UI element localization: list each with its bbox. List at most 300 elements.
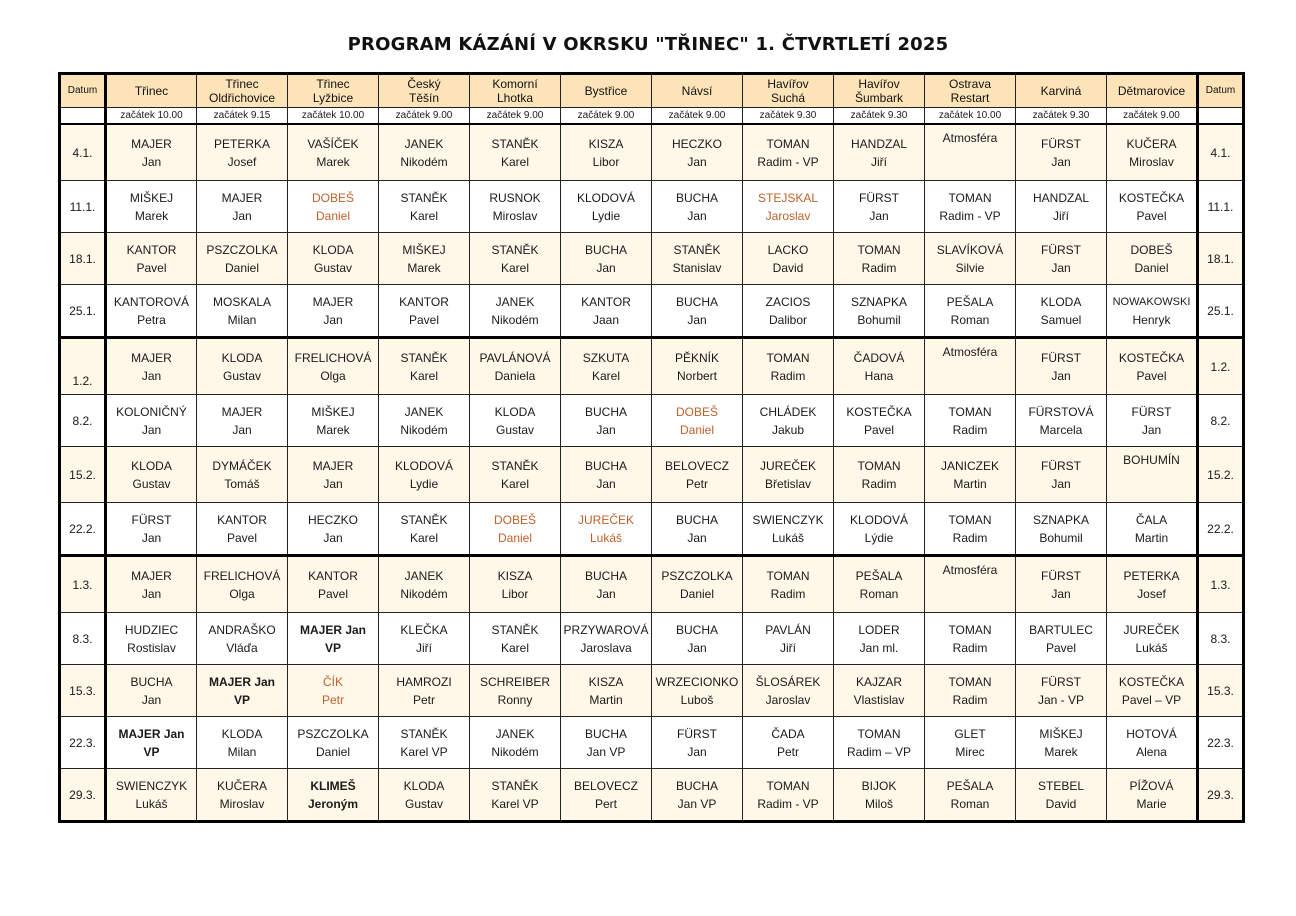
preacher-cell: [470, 395, 561, 447]
preacher-firstname: Milan: [227, 312, 257, 327]
preacher-surname: TOMAN: [948, 512, 992, 527]
preacher-cell: [925, 447, 1016, 503]
preacher-cell: [834, 124, 925, 181]
preacher-surname: ZACIOS: [765, 294, 811, 309]
preacher-surname: KUČERA: [216, 778, 267, 793]
preacher-firstname: Hana: [864, 368, 894, 383]
preacher-surname: FÜRST: [677, 726, 717, 741]
preacher-cell: [197, 769, 288, 822]
preacher-cell: [652, 338, 743, 395]
preacher-firstname: Daniel: [315, 744, 351, 759]
preacher-cell: [743, 613, 834, 665]
preacher-surname: SWIENCZYK: [752, 512, 824, 527]
date-cell: 8.2.: [1198, 395, 1244, 447]
preacher-firstname: Pavel: [1136, 208, 1167, 223]
preacher-cell: [925, 338, 1016, 395]
preacher-firstname: Samuel: [1040, 312, 1082, 327]
preacher-surname: KLIMEŠ: [310, 778, 356, 793]
preacher-surname: STEBEL: [1037, 778, 1085, 793]
schedule-row: [60, 285, 1244, 338]
preacher-firstname: Karel: [409, 368, 438, 383]
preacher-firstname: Gustav: [495, 422, 534, 437]
preacher-firstname: Jan: [141, 422, 162, 437]
preacher-firstname: Jiří: [871, 154, 887, 169]
preacher-firstname: VP: [233, 692, 250, 707]
preacher-firstname: Daniel: [315, 208, 351, 223]
preacher-firstname: Jan: [1051, 154, 1071, 169]
preacher-surname: TOMAN: [766, 350, 810, 365]
preacher-firstname: Jan: [323, 476, 343, 491]
preacher-surname: TOMAN: [948, 622, 992, 637]
preacher-surname: SZNAPKA: [850, 294, 907, 309]
preacher-cell: [470, 233, 561, 285]
preacher-firstname: Jaroslav: [765, 692, 811, 707]
preacher-surname: KISZA: [588, 136, 624, 151]
preacher-surname: FÜRST: [1041, 350, 1081, 365]
preacher-firstname: Miroslav: [219, 796, 265, 811]
preacher-firstname: Rostislav: [127, 640, 176, 655]
preacher-firstname: Jan: [687, 640, 707, 655]
preacher-firstname: Jan: [141, 368, 162, 383]
preacher-firstname: Pavel: [136, 260, 167, 275]
preacher-cell: [1107, 556, 1198, 613]
preacher-surname: JUREČEK: [577, 512, 634, 527]
preacher-cell: [834, 769, 925, 822]
preacher-cell: [743, 395, 834, 447]
preacher-surname: FÜRST: [131, 512, 172, 527]
preacher-firstname: Miloš: [864, 796, 893, 811]
preacher-surname: TOMAN: [948, 674, 992, 689]
church-header-line: Dětmarovice: [1117, 84, 1186, 98]
preacher-surname: JANEK: [495, 726, 535, 741]
preacher-cell: [561, 556, 652, 613]
preacher-firstname: Marek: [316, 154, 350, 169]
preacher-cell: [288, 395, 379, 447]
church-header-line: Šumbark: [854, 91, 904, 105]
preacher-cell: [197, 665, 288, 717]
church-header-line: Suchá: [770, 91, 806, 105]
church-header-line: Třinec: [225, 77, 259, 91]
preacher-surname: Atmosféra: [942, 563, 998, 577]
preacher-cell: [561, 124, 652, 181]
preacher-firstname: Radim: [952, 422, 988, 437]
preacher-cell: [743, 338, 834, 395]
preacher-firstname: Libor: [501, 586, 529, 601]
preacher-surname: JANEK: [404, 136, 444, 151]
preacher-firstname: Jan: [232, 422, 252, 437]
start-time: začátek 9.00: [470, 108, 561, 125]
preacher-firstname: Luboš: [680, 692, 714, 707]
preacher-firstname: Miroslav: [1129, 154, 1174, 169]
preacher-cell: [1016, 285, 1107, 338]
preacher-cell: [288, 613, 379, 665]
preacher-firstname: Tomáš: [224, 476, 260, 491]
preacher-surname: BUCHA: [675, 512, 718, 527]
preacher-surname: KUČERA: [1126, 136, 1177, 151]
preacher-surname: JANEK: [404, 404, 444, 419]
preacher-firstname: Jan: [687, 744, 707, 759]
preacher-surname: MAJER: [131, 568, 172, 583]
preacher-firstname: Jan: [1051, 586, 1071, 601]
preacher-firstname: Pavel – VP: [1121, 692, 1182, 707]
preacher-cell: [197, 233, 288, 285]
preacher-surname: CHLÁDEK: [759, 404, 817, 419]
church-header-line: Ostrava: [948, 77, 991, 91]
date-cell: 1.3.: [1198, 556, 1244, 613]
preacher-surname: ČÍK: [322, 674, 343, 689]
preacher-firstname: Daniel: [679, 422, 715, 437]
preacher-firstname: Nikodém: [400, 586, 448, 601]
preacher-firstname: Jan: [141, 154, 162, 169]
preacher-firstname: Karel: [500, 260, 529, 275]
church-header: [925, 74, 1016, 108]
preacher-surname: TOMAN: [766, 568, 810, 583]
preacher-surname: KOSTEČKA: [846, 404, 912, 419]
preacher-cell: [1016, 665, 1107, 717]
preacher-surname: STANĚK: [491, 242, 539, 257]
preacher-surname: BUCHA: [584, 458, 627, 473]
date-cell: 15.3.: [1198, 665, 1244, 717]
preacher-cell: [288, 181, 379, 233]
preacher-cell: [561, 447, 652, 503]
preacher-cell: [1107, 447, 1198, 503]
preacher-cell: [1107, 285, 1198, 338]
preacher-firstname: Radim - VP: [757, 154, 819, 169]
preacher-surname: JUREČEK: [759, 458, 816, 473]
preacher-surname: KLODA: [221, 350, 263, 365]
preacher-surname: TOMAN: [948, 404, 992, 419]
preacher-firstname: Karel: [500, 640, 529, 655]
preacher-surname: BUCHA: [675, 622, 718, 637]
date-cell: 1.2.: [60, 338, 106, 395]
preacher-surname: BUCHA: [584, 568, 627, 583]
preacher-firstname: Karel: [409, 530, 438, 545]
preacher-cell: [1016, 503, 1107, 556]
preacher-cell: [652, 181, 743, 233]
preacher-surname: PETERKA: [213, 136, 270, 151]
preacher-cell: [834, 285, 925, 338]
date-cell: 11.1.: [1198, 181, 1244, 233]
preacher-cell: [834, 613, 925, 665]
preacher-firstname: David: [772, 260, 804, 275]
preacher-cell: [1016, 613, 1107, 665]
preacher-surname: SWIENCZYK: [115, 778, 188, 793]
preacher-surname: FÜRST: [1041, 458, 1081, 473]
preacher-cell: [652, 613, 743, 665]
preacher-cell: [470, 285, 561, 338]
preacher-surname: TOMAN: [857, 242, 901, 257]
schedule-row: [60, 233, 1244, 285]
preacher-cell: [1016, 233, 1107, 285]
preacher-surname: KLODOVÁ: [576, 190, 636, 205]
preacher-firstname: Libor: [592, 154, 620, 169]
preacher-surname: JUREČEK: [1123, 622, 1180, 637]
preacher-cell: [288, 665, 379, 717]
church-header: [652, 74, 743, 108]
preacher-surname: KISZA: [588, 674, 624, 689]
preacher-firstname: Jaroslava: [580, 640, 632, 655]
preacher-surname: JANEK: [495, 294, 535, 309]
preacher-firstname: Jan ml.: [859, 640, 899, 655]
preacher-surname: DOBEŠ: [675, 404, 718, 419]
preacher-surname: ČADA: [771, 726, 805, 741]
preacher-cell: [197, 181, 288, 233]
preacher-cell: [1107, 233, 1198, 285]
preacher-surname: PEŠALA: [946, 778, 994, 793]
preacher-firstname: Pavel: [317, 586, 349, 601]
preacher-cell: [106, 233, 197, 285]
preacher-cell: [652, 556, 743, 613]
preacher-cell: [834, 665, 925, 717]
preacher-firstname: Daniel: [679, 586, 715, 601]
preacher-cell: [925, 769, 1016, 822]
preacher-cell: [197, 395, 288, 447]
date-cell: 18.1.: [1198, 233, 1244, 285]
date-column-header: Datum: [1198, 74, 1244, 108]
preacher-firstname: Radim: [952, 692, 988, 707]
preacher-firstname: Gustav: [222, 368, 261, 383]
preacher-surname: SZNAPKA: [1032, 512, 1089, 527]
preacher-firstname: Jan: [1051, 476, 1071, 491]
preacher-cell: [1016, 717, 1107, 769]
preacher-surname: BELOVECZ: [664, 458, 730, 473]
preacher-firstname: Nikodém: [491, 744, 539, 759]
preacher-cell: [652, 285, 743, 338]
preacher-surname: KLODA: [221, 726, 263, 741]
preacher-surname: HANDZAL: [850, 136, 907, 151]
preacher-cell: [561, 285, 652, 338]
preacher-firstname: Marek: [316, 422, 350, 437]
preacher-firstname: Marek: [134, 208, 169, 223]
preacher-firstname: Bohumil: [1039, 530, 1083, 545]
preacher-surname: KISZA: [497, 568, 533, 583]
preacher-cell: [379, 395, 470, 447]
preacher-cell: [652, 717, 743, 769]
preacher-firstname: Jan: [596, 476, 616, 491]
church-header-line: Havířov: [858, 77, 900, 91]
preacher-firstname: Olga: [229, 586, 255, 601]
church-header-line: Třinec: [134, 84, 169, 98]
preacher-firstname: Lydie: [409, 476, 439, 491]
preacher-cell: [561, 181, 652, 233]
preacher-firstname: Jan: [1141, 422, 1162, 437]
preacher-surname: BELOVECZ: [573, 778, 639, 793]
preacher-cell: [1107, 338, 1198, 395]
church-header: [834, 74, 925, 108]
preacher-firstname: Jiří: [416, 640, 432, 655]
date-cell: 4.1.: [60, 124, 106, 181]
preacher-firstname: Silvie: [955, 260, 985, 275]
preacher-cell: [925, 503, 1016, 556]
preacher-cell: [743, 503, 834, 556]
preacher-cell: [470, 503, 561, 556]
church-header: [743, 74, 834, 108]
schedule-row: [60, 717, 1244, 769]
church-header-line: Třinec: [316, 77, 350, 91]
preacher-surname: KLODOVÁ: [394, 458, 454, 473]
preacher-cell: [379, 285, 470, 338]
preacher-firstname: Jaroslav: [765, 208, 811, 223]
start-time: začátek 10.00: [288, 108, 379, 125]
preacher-cell: [652, 665, 743, 717]
header-row: [60, 74, 1244, 108]
preacher-surname: HOTOVÁ: [1126, 726, 1177, 741]
preacher-cell: [470, 613, 561, 665]
preacher-firstname: VP: [143, 744, 160, 759]
preacher-cell: [1016, 556, 1107, 613]
preacher-surname: MOSKALA: [212, 294, 272, 309]
preacher-cell: [470, 338, 561, 395]
church-header-line: Komorní: [492, 77, 538, 91]
preacher-surname: KAJZAR: [855, 674, 902, 689]
preacher-cell: [743, 717, 834, 769]
preacher-firstname: Radim - VP: [757, 796, 819, 811]
preacher-surname: HECZKO: [307, 512, 358, 527]
start-time: začátek 9.15: [197, 108, 288, 125]
preacher-surname: ČALA: [1135, 512, 1168, 527]
preacher-surname: KOSTEČKA: [1118, 190, 1185, 205]
preacher-surname: TOMAN: [857, 726, 901, 741]
preacher-firstname: Jan: [323, 530, 343, 545]
preacher-firstname: Stanislav: [672, 260, 722, 275]
preacher-cell: [743, 447, 834, 503]
preacher-cell: [561, 769, 652, 822]
start-time: začátek 10.00: [925, 108, 1016, 125]
preacher-cell: [288, 338, 379, 395]
preacher-surname: FÜRST: [1041, 674, 1081, 689]
schedule-row: [60, 181, 1244, 233]
preacher-firstname: Jan: [869, 208, 889, 223]
schedule-row: [60, 124, 1244, 181]
preacher-firstname: Radim: [770, 368, 806, 383]
date-cell: 11.1.: [60, 181, 106, 233]
preacher-firstname: Lýdie: [864, 530, 894, 545]
preacher-firstname: Dalibor: [768, 312, 807, 327]
preacher-surname: GLET: [954, 726, 986, 741]
preacher-surname: KLODA: [1040, 294, 1082, 309]
preacher-surname: STANĚK: [400, 512, 448, 527]
church-header-line: Oldřichovice: [208, 91, 276, 105]
preacher-surname: KLODOVÁ: [849, 512, 909, 527]
preacher-surname: MAJER Jan: [118, 726, 185, 741]
preacher-surname: HAMROZI: [396, 674, 452, 689]
preacher-firstname: Olga: [320, 368, 346, 383]
preacher-firstname: Roman: [950, 796, 990, 811]
preacher-cell: [743, 556, 834, 613]
preacher-cell: [197, 338, 288, 395]
preacher-firstname: Nikodém: [400, 422, 448, 437]
date-cell: 29.3.: [1198, 769, 1244, 822]
start-time: začátek 9.30: [834, 108, 925, 125]
start-time: začátek 9.00: [379, 108, 470, 125]
preacher-cell: [379, 233, 470, 285]
church-header: [1107, 74, 1198, 108]
date-cell: 8.3.: [60, 613, 106, 665]
preacher-cell: [925, 124, 1016, 181]
preacher-surname: KOSTEČKA: [1118, 674, 1185, 689]
preacher-surname: BUCHA: [675, 778, 718, 793]
preacher-surname: DOBEŠ: [493, 512, 536, 527]
preacher-cell: [106, 395, 197, 447]
preacher-firstname: Jeroným: [307, 796, 359, 811]
preacher-cell: [470, 717, 561, 769]
preacher-surname: STANĚK: [491, 136, 539, 151]
preacher-cell: [1107, 395, 1198, 447]
preacher-cell: [106, 769, 197, 822]
preacher-firstname: Pert: [594, 796, 617, 811]
preacher-cell: [106, 447, 197, 503]
preacher-cell: [834, 233, 925, 285]
preacher-cell: [288, 233, 379, 285]
preacher-surname: STANĚK: [400, 190, 448, 205]
preacher-cell: [652, 769, 743, 822]
church-header: [106, 74, 197, 108]
preacher-cell: [834, 503, 925, 556]
preacher-cell: [561, 665, 652, 717]
preacher-surname: PEŠALA: [946, 294, 994, 309]
preacher-surname: HECZKO: [671, 136, 722, 151]
date-cell: 25.1.: [1198, 285, 1244, 338]
preacher-surname: KLEČKA: [400, 622, 448, 637]
preacher-surname: FÜRST: [1041, 242, 1081, 257]
preacher-surname: BUCHA: [584, 726, 627, 741]
preacher-cell: [106, 613, 197, 665]
preacher-surname: BOHUMÍN: [1123, 453, 1180, 467]
preacher-surname: STANĚK: [491, 778, 539, 793]
date-cell: 22.2.: [1198, 503, 1244, 556]
preacher-surname: BARTULEC: [1029, 622, 1093, 637]
preacher-cell: [106, 503, 197, 556]
preacher-firstname: Jiří: [1053, 208, 1069, 223]
preacher-cell: [743, 665, 834, 717]
preacher-surname: Atmosféra: [942, 345, 998, 359]
church-header: [379, 74, 470, 108]
preacher-firstname: Jan: [141, 530, 162, 545]
preacher-surname: PSZCZOLKA: [661, 568, 733, 583]
church-header: [288, 74, 379, 108]
preacher-cell: [1016, 124, 1107, 181]
preacher-firstname: Pavel: [1045, 640, 1077, 655]
preacher-cell: [925, 665, 1016, 717]
preacher-surname: MAJER Jan: [208, 674, 276, 689]
preacher-firstname: Pavel: [226, 530, 258, 545]
preacher-surname: MAJER Jan: [299, 622, 367, 637]
church-header: [470, 74, 561, 108]
preacher-firstname: Petr: [412, 692, 435, 707]
church-header-line: Návsí: [681, 84, 713, 98]
start-time: začátek 9.00: [1107, 108, 1198, 125]
preacher-surname: Atmosféra: [942, 131, 998, 145]
preacher-cell: [379, 124, 470, 181]
preacher-firstname: Karel: [500, 154, 529, 169]
preacher-firstname: Milan: [227, 744, 257, 759]
church-header-line: Restart: [950, 91, 990, 105]
preacher-cell: [1107, 665, 1198, 717]
preacher-cell: [379, 665, 470, 717]
preacher-firstname: Josef: [1137, 586, 1166, 601]
preacher-cell: [561, 503, 652, 556]
preacher-firstname: Nikodém: [491, 312, 539, 327]
date-cell: 22.3.: [1198, 717, 1244, 769]
preacher-surname: ŠLOSÁREK: [755, 674, 821, 689]
preacher-firstname: Bohumil: [857, 312, 901, 327]
preacher-cell: [1016, 447, 1107, 503]
preacher-cell: [379, 447, 470, 503]
preacher-cell: [197, 717, 288, 769]
preacher-cell: [1016, 395, 1107, 447]
preacher-firstname: Jan: [141, 586, 162, 601]
schedule-row: [60, 395, 1244, 447]
